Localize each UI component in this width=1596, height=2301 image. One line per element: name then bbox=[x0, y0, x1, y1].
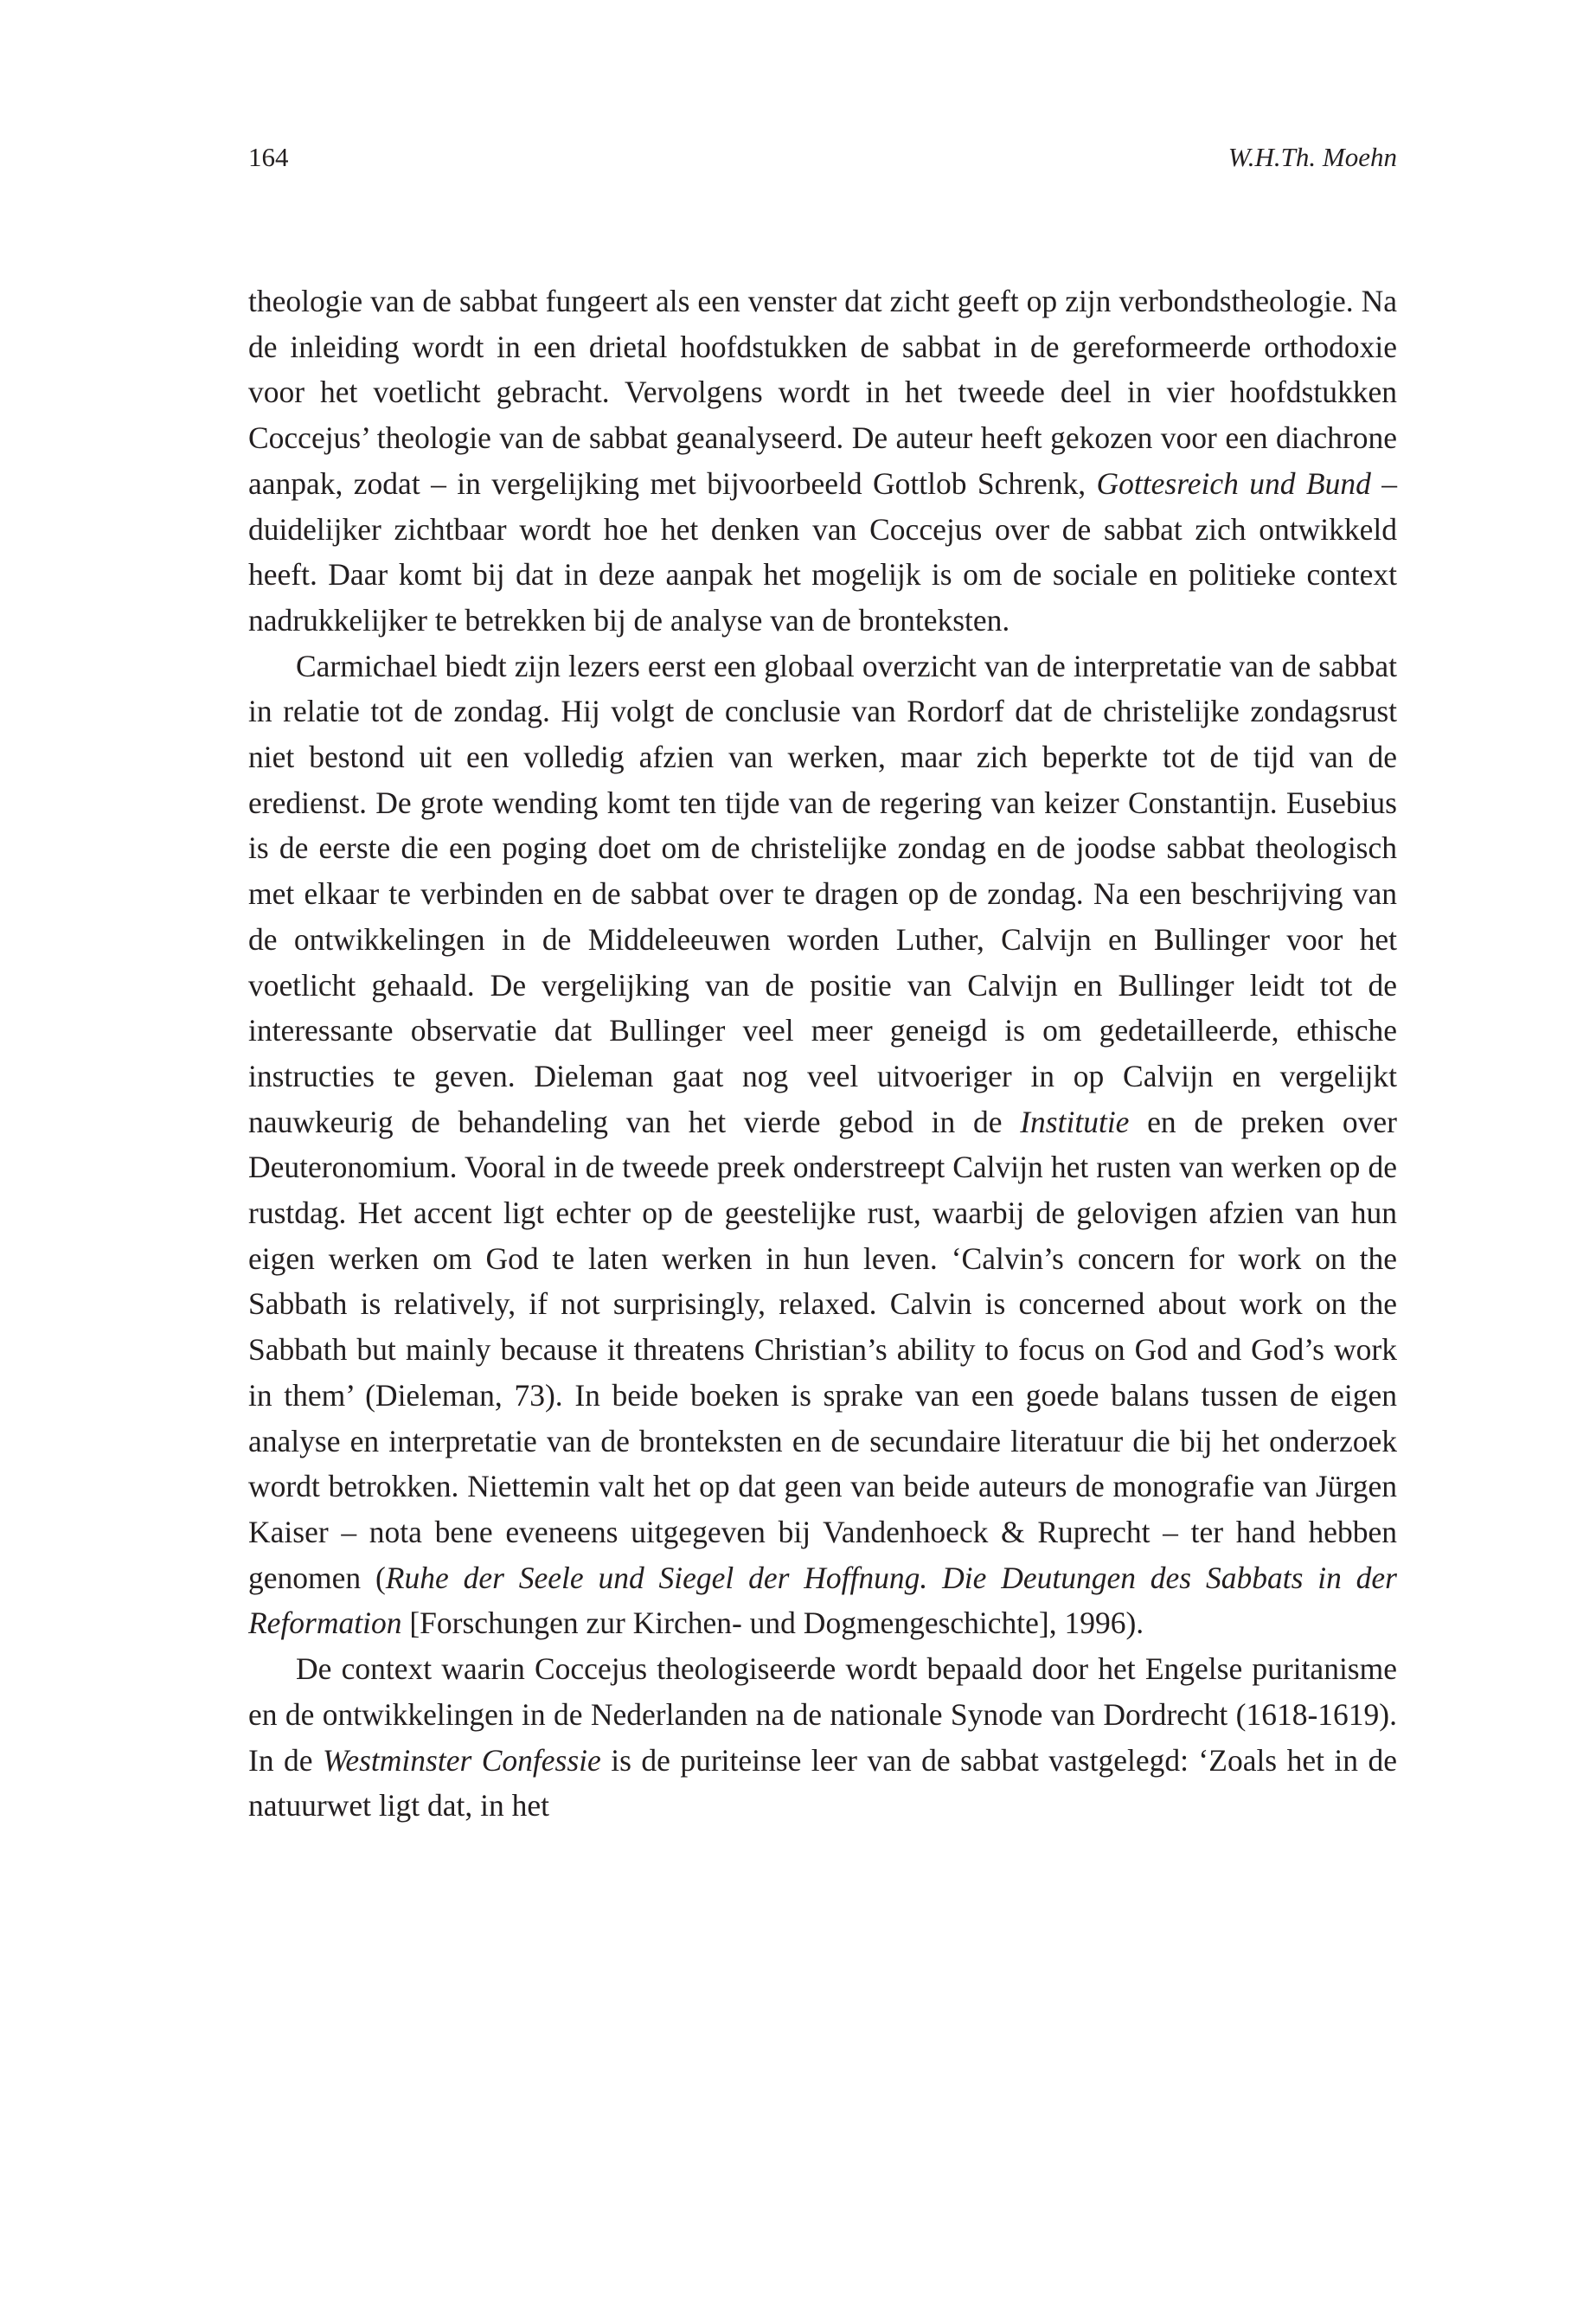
book-title-institutie: Institutie bbox=[1020, 1104, 1130, 1139]
document-title-westminster: Westminster Confessie bbox=[323, 1742, 601, 1778]
book-title-ruhe-der-seele: Ruhe der Seele und Siegel der Hoffnung. Die Deutungen des Sabbats in der Reformation bbox=[248, 1560, 1397, 1641]
paragraph-1-text-cont: – duidelijker zichtbaar wordt hoe het denken van Coccejus over de sabbat zich ontwikkeld heeft. Daar komt bij dat in deze aanpak het mogelijk is om de sociale en politieke context nadrukkelijker te betrekken bij de analyse van de bronteksten. bbox=[248, 465, 1397, 638]
paragraph-2-text-cont: en de preken over Deuteronomium. Vooral in de tweede preek onderstreept Calvijn het rusten van werken op de rustdag. Het accent ligt echter op de geestelijke rust, waarbij de gelovigen afzien van hun eigen werken om God te laten werken in hun leven. ‘Calvin’s concern for work on the Sabbath is relatively, if not surprisingly, relaxed. Calvin is concerned about work on the Sabbath but mainly because it threatens Christian’s ability to focus on God and God’s work in them’ (Dieleman, 73). In beide boeken is sprake van een goede balans tussen de eigen analyse en interpretatie van de bronteksten en de secundaire literatuur die bij het onderzoek wordt betrokken. Niettemin valt het op dat geen van beide auteurs de monografie van Jürgen Kaiser – nota bene eveneens uitgegeven bij Vandenhoeck & Ruprecht – ter hand hebben genomen ( bbox=[248, 1104, 1397, 1595]
paragraph-1 bbox=[248, 279, 1397, 644]
running-head bbox=[248, 138, 1397, 176]
paragraph-2 bbox=[248, 644, 1397, 1646]
paragraph-3-text-cont: is de puriteinse leer van de sabbat vastgelegd: ‘Zoals het in de natuurwet ligt dat, in het bbox=[248, 1742, 1398, 1823]
paragraph-1-text: theologie van de sabbat fungeert als een venster dat zicht geeft op zijn verbondstheologie. Na de inleiding wordt in een drietal hoofdstukken de sabbat in de gereformeerde orthodoxie voor het voetlicht gebracht. Vervolgens wordt in het tweede deel in vier hoofdstukken Coccejus’ theologie van de sabbat geanalyseerd. De auteur heeft gekozen voor een diachrone aanpak, zodat – in vergelijking met bijvoorbeeld Gottlob Schrenk, bbox=[248, 284, 1397, 501]
paragraph-3 bbox=[248, 1646, 1397, 1829]
book-title-gottesreich: Gottesreich und Bund bbox=[1096, 465, 1371, 501]
body-text bbox=[248, 279, 1397, 1829]
paragraph-3-text: De context waarin Coccejus theologiseerde wordt bepaald door het Engelse puritanisme en de ontwikkelingen in de Nederlanden na de nationale Synode van Dordrecht (1618-1619). In de bbox=[248, 1651, 1397, 1778]
page-number: 164 bbox=[248, 142, 289, 172]
paragraph-2-text-end: [Forschungen zur Kirchen- und Dogmengeschichte], 1996). bbox=[401, 1606, 1144, 1641]
paragraph-2-text: Carmichael biedt zijn lezers eerst een globaal overzicht van de interpretatie van de sabbat in relatie tot de zondag. Hij volgt de conclusie van Rordorf dat de christelijke zondagsrust niet bestond uit een volledig afzien van werken, maar zich beperkte tot de tijd van de eredienst. De grote wending komt ten tijde van de regering van keizer Constantijn. Eusebius is de eerste die een poging doet om de christelijke zondag en de joodse sabbat theologisch met elkaar te verbinden en de sabbat over te dragen op de zondag. Na een beschrijving van de ontwikkelingen in de Middeleeuwen worden Luther, Calvijn en Bullinger voor het voetlicht gehaald. De vergelijking van de positie van Calvijn en Bullinger leidt tot de interessante observatie dat Bullinger veel meer geneigd is om gedetailleerde, ethische instructies te geven. Dieleman gaat nog veel uitvoeriger in op Calvijn en vergelijkt nauwkeurig de behandeling van het vierde gebod in de bbox=[248, 648, 1397, 1139]
running-title: W.H.Th. Moehn bbox=[1227, 142, 1397, 172]
